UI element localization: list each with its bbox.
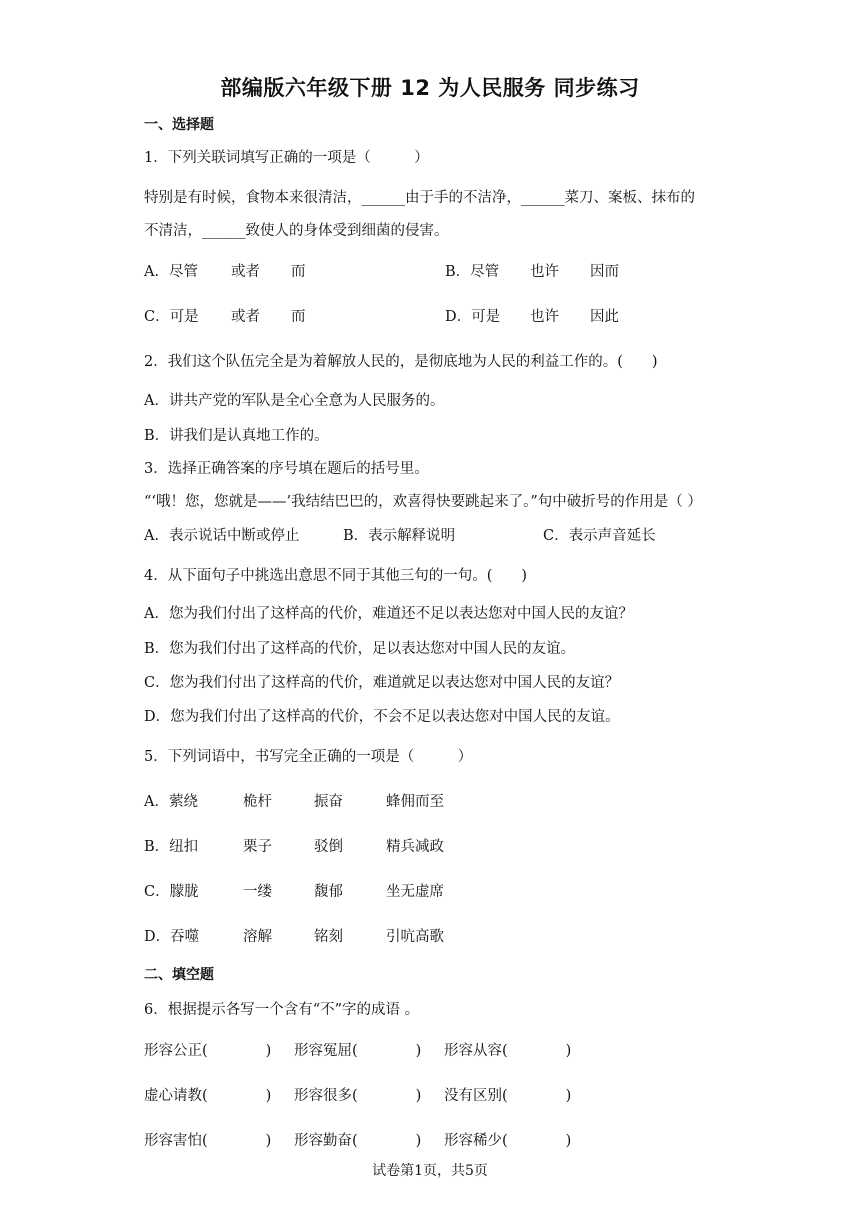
option-word: 因而 <box>590 264 619 280</box>
option-label: B．纽扣 <box>144 839 199 855</box>
option-word: 桅杆 <box>243 794 272 810</box>
option-label: C．可是 <box>144 309 199 325</box>
fill-in-blank: 形容从容( ) <box>444 1043 572 1059</box>
fill-in-blank: 形容勤奋( ) <box>294 1133 422 1149</box>
question-1-text-line-1: 特别是有时候，食物本来很清洁，______由于手的不洁净，______菜刀、案板、抹布的 <box>144 190 695 206</box>
option-word: 栗子 <box>243 839 272 855</box>
question-2-stem: 2．我们这个队伍完全是为着解放人民的，是彻底地为人民的利益工作的。( ) <box>144 354 658 370</box>
option-word: 振奋 <box>314 794 343 810</box>
option-word: 也许 <box>530 309 559 325</box>
question-1-text-line-2: 不清洁，______致使人的身体受到细菌的侵害。 <box>144 223 449 239</box>
fill-in-blank: 虚心请教( ) <box>144 1088 272 1104</box>
question-4-option-d: D．您为我们付出了这样高的代价，不会不足以表达您对中国人民的友谊。 <box>144 709 620 725</box>
fill-in-blank: 形容稀少( ) <box>444 1133 572 1149</box>
option-label: D．吞噬 <box>144 929 200 945</box>
fill-in-blank: 形容公正( ) <box>144 1043 272 1059</box>
question-3-option-b: B．表示解释说明 <box>343 528 456 544</box>
option-word: 溶解 <box>243 929 272 945</box>
option-word: 因此 <box>590 309 619 325</box>
fill-in-blank: 形容害怕( ) <box>144 1133 272 1149</box>
section-heading-choice: 一、选择题 <box>144 117 214 133</box>
option-label: D．可是 <box>445 309 501 325</box>
question-1-stem: 1．下列关联词填写正确的一项是（ ） <box>144 150 429 166</box>
option-word: 精兵减政 <box>386 839 444 855</box>
option-word: 蜂佣而至 <box>386 794 444 810</box>
option-word: 一缕 <box>243 884 272 900</box>
fill-in-blank: 形容冤屈( ) <box>294 1043 422 1059</box>
option-word: 而 <box>291 264 306 280</box>
option-label: A．萦绕 <box>144 794 198 810</box>
question-3-option-c: C．表示声音延长 <box>543 528 656 544</box>
fill-in-blank: 形容很多( ) <box>294 1088 422 1104</box>
option-word: 或者 <box>231 264 260 280</box>
option-label: A．尽管 <box>144 264 198 280</box>
question-3-option-a: A．表示说话中断或停止 <box>144 528 300 544</box>
option-word: 也许 <box>530 264 559 280</box>
option-label: B．尽管 <box>445 264 500 280</box>
option-word: 而 <box>291 309 306 325</box>
question-3-text: “‘哦！您，您就是——’我结结巴巴的，欢喜得快要跳起来了。”句中破折号的作用是（ ） <box>144 494 702 510</box>
question-4-stem: 4．从下面句子中挑选出意思不同于其他三句的一句。( ) <box>144 568 528 584</box>
option-word: 驳倒 <box>314 839 343 855</box>
page-title: 部编版六年级下册 12 为人民服务 同步练习 <box>220 76 640 100</box>
fill-in-blank: 没有区别( ) <box>444 1088 572 1104</box>
question-6-stem: 6．根据提示各写一个含有“不”字的成语 。 <box>144 1002 420 1018</box>
question-4-option-b: B．您为我们付出了这样高的代价，足以表达您对中国人民的友谊。 <box>144 641 576 657</box>
question-2-option-a: A．讲共产党的军队是全心全意为人民服务的。 <box>144 393 445 409</box>
option-word: 或者 <box>231 309 260 325</box>
question-5-stem: 5．下列词语中，书写完全正确的一项是（ ） <box>144 749 473 765</box>
option-word: 坐无虚席 <box>386 884 444 900</box>
option-word: 引吭高歌 <box>386 929 444 945</box>
question-2-option-b: B．讲我们是认真地工作的。 <box>144 428 329 444</box>
question-4-option-c: C．您为我们付出了这样高的代价，难道就足以表达您对中国人民的友谊？ <box>144 675 620 691</box>
question-4-option-a: A．您为我们付出了这样高的代价，难道还不足以表达您对中国人民的友谊？ <box>144 606 633 622</box>
option-word: 馥郁 <box>314 884 343 900</box>
option-label: C．朦胧 <box>144 884 199 900</box>
section-heading-fill-in: 二、填空题 <box>144 967 214 983</box>
page-footer: 试卷第1页，共5页 <box>372 1163 488 1179</box>
question-3-stem: 3．选择正确答案的序号填在题后的括号里。 <box>144 461 429 477</box>
option-word: 铭刻 <box>314 929 343 945</box>
